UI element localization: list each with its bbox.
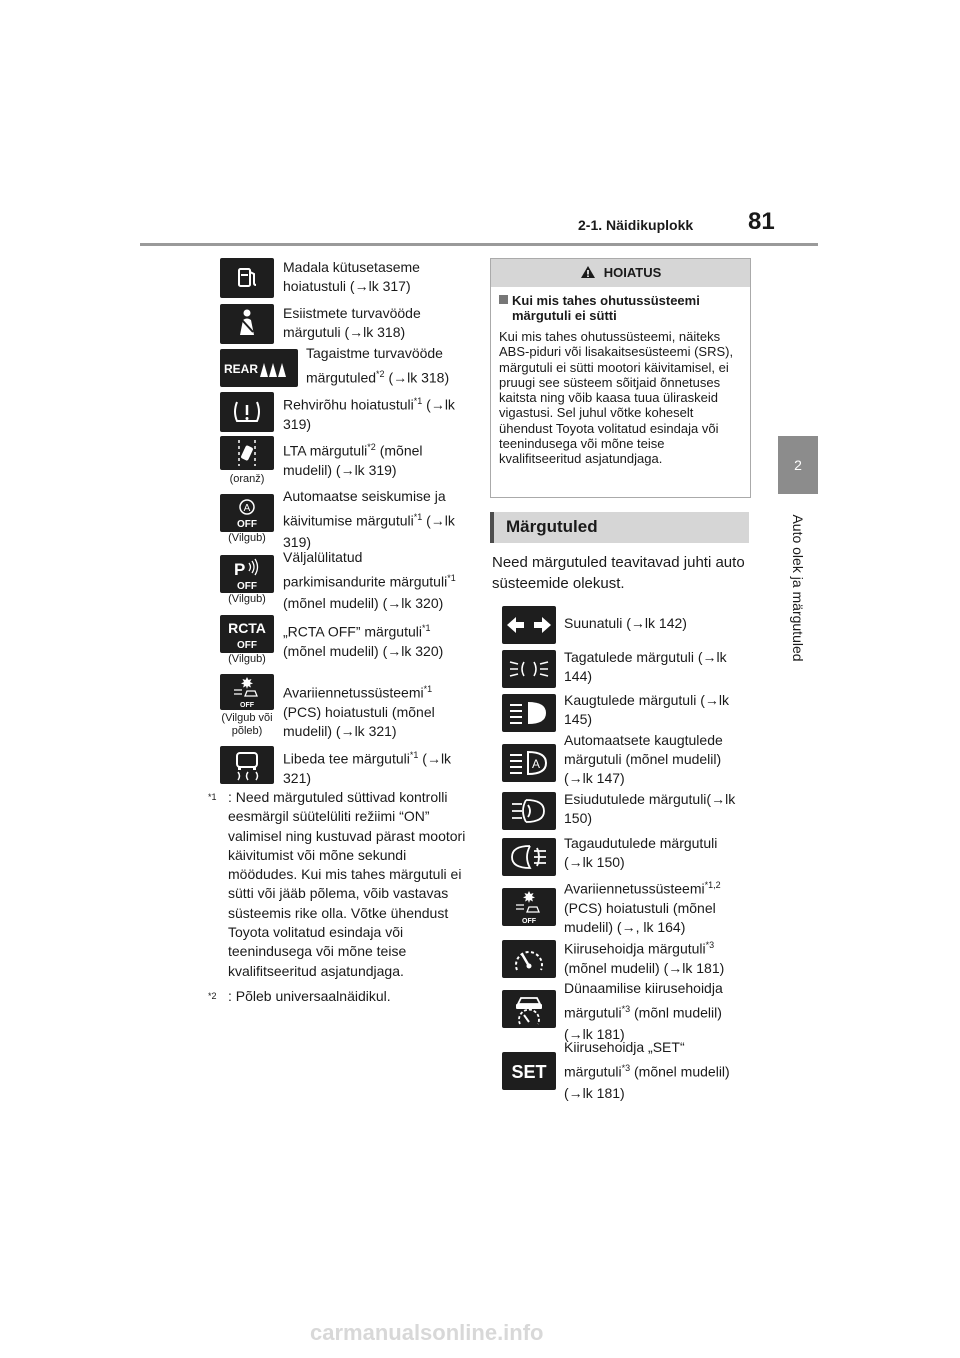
dynamic-cruise-icon [502, 990, 556, 1028]
left-light-caption-6: (Vilgub) [228, 593, 266, 605]
warning-header [491, 259, 750, 287]
right-light-text-8-ref: (mõnl mudelil) (→lk 181) [564, 1004, 722, 1042]
left-light-text-2-ref: (→lk 318) [384, 369, 450, 386]
left-light-text-4 [283, 438, 463, 480]
footnote-marker: *3 [621, 1004, 631, 1014]
chapter-side-label-text: Auto olek ja märgutuled [790, 514, 806, 662]
section-title: 2-1. Näidikuplokk [578, 217, 694, 233]
left-light-caption-7: (Vilgub) [228, 653, 266, 665]
chapter-side-label [777, 508, 819, 668]
left-light-text-9-main: Libeda tee märgutuli [283, 750, 410, 767]
footnote-marker: *1 [423, 684, 433, 694]
warning-box [490, 258, 751, 498]
left-light-text-3 [283, 392, 463, 434]
right-light-text-7-ref: (mõnel mudelil) (→lk 181) [564, 959, 725, 976]
rear-seatbelt-icon [220, 349, 298, 387]
right-light-text-6 [564, 876, 744, 937]
left-light-text-5-main: Automaatse seiskumise ja käivitumise märgutuli [283, 488, 446, 529]
left-light-text-3-main: Rehvirõhu hoiatustuli [283, 396, 414, 413]
left-light-text-8-main: Avariiennetussüsteemi [283, 684, 424, 701]
auto-high-beam-icon [502, 744, 556, 782]
left-light-text-0: Madala kütusetaseme hoiatustuli (→lk 317) [283, 259, 420, 294]
left-light-text-5 [283, 486, 463, 553]
svg-text:A: A [243, 503, 251, 514]
turn-signal-icon [502, 606, 556, 644]
warning-subtitle [491, 287, 750, 323]
left-light-text-3-ref: (→lk 319) [283, 396, 455, 432]
tire-pressure-icon [220, 392, 274, 432]
footnote-2-text: : Põleb universaalnäidikul. [228, 987, 391, 1004]
pcs-off-icon [502, 888, 556, 926]
watermark: carmanualsonline.info [310, 1320, 544, 1345]
left-light-text-6-main: Väljalülitatud parkimisandurite märgutuli [283, 549, 448, 590]
right-light-text-2: Kaugtulede märgutuli (→lk 145) [564, 692, 729, 727]
footnote-marker: *1 [447, 573, 456, 583]
left-light-text-9 [283, 746, 463, 788]
svg-text:A: A [531, 757, 541, 771]
right-light-text-7 [564, 936, 744, 978]
right-light-text-5: Tagaudutulede märgutuli (→lk 150) [564, 835, 718, 870]
left-light-text-7 [283, 619, 463, 661]
right-light-text-9-ref: (mõnel mudelil) (→lk 181) [564, 1063, 730, 1101]
footnote-1 [208, 788, 470, 981]
left-light-text-4-ref: (mõnel mudelil) (→lk 319) [283, 442, 423, 478]
footnote-1-marker: *1 [208, 792, 217, 802]
footnote-marker: *2 [367, 442, 376, 452]
svg-text:OFF: OFF [237, 581, 257, 592]
right-light-text-8-main: Dünaamilise kiirusehoidja märgutuli [564, 980, 723, 1021]
footnote-marker: *3 [621, 1063, 631, 1073]
left-light-text-6 [283, 547, 463, 614]
right-light-text-1: Tagatulede märgutuli (→lk 144) [564, 649, 727, 684]
left-light-text-6-ref: (mõnel mudelil) (→lk 320) [283, 594, 444, 611]
left-light-text-1: Esiistmete turvavööde märgutuli (→lk 318) [283, 305, 421, 340]
left-light-text-7-main: „RCTA OFF” märgutuli [283, 623, 422, 640]
footnote-marker: *1 [421, 623, 431, 633]
right-light-text-6-main: Avariiennetussüsteemi [564, 880, 705, 897]
left-light-text-8-ref: (PCS) hoiatustuli (mõnel mudelil) (→lk 321) [283, 703, 435, 739]
footnote-2 [208, 987, 470, 1006]
rear-fog-icon [502, 838, 556, 876]
footnote-marker: *1,2 [704, 880, 721, 890]
footnote-marker: *1 [409, 750, 419, 760]
tail-light-icon [502, 650, 556, 688]
footnote-marker: *2 [376, 369, 385, 379]
seatbelt-driver-icon [220, 304, 274, 344]
footnote-2-marker: *2 [208, 990, 217, 1001]
svg-text:RCTA: RCTA [228, 620, 266, 636]
page-number: 81 [748, 208, 775, 235]
cruise-set-icon [502, 1052, 556, 1090]
footnote-marker: *1 [413, 396, 423, 406]
rcta-off-icon [220, 615, 274, 653]
right-light-text-7-main: Kiirusehoidja märgutuli [564, 940, 706, 957]
svg-text:OFF: OFF [237, 640, 257, 651]
pcs-off-icon [220, 674, 274, 710]
warning-subtitle-text: Kui mis tahes ohutussüsteemi märgutuli ei sütti [512, 293, 700, 323]
high-beam-icon [502, 694, 556, 732]
left-light-text-9-ref: (→lk 321) [283, 750, 452, 786]
lane-trace-icon [220, 436, 274, 470]
warning-body: Kui mis tahes ohutussüsteemi, näiteks ABS-piduri või lisakaitsesüsteemi (SRS), märgutuli ei sütti mootori käivitamisel, ei pruugi see süsteem sõitjaid õnnetuses kaitsta ning võib kaasa tuua üliraskeid vigastusi. Sel juhul võtke koheselt ühendust Toyota volitatud esindaja või teenindusega või mõne teise kvalifitseeritud asjatundjaga. [499, 329, 734, 467]
left-light-text-2 [306, 343, 466, 389]
right-light-text-8 [564, 978, 744, 1045]
svg-text:OFF: OFF [522, 918, 536, 925]
left-light-caption-4: (oranž) [229, 473, 265, 485]
parking-sensor-off-icon [220, 555, 274, 593]
right-light-text-6-ref: (PCS) hoiatustuli (mõnel mudelil) (→, lk 164) [564, 899, 716, 935]
stop-start-off-icon [220, 494, 274, 532]
front-fog-icon [502, 792, 556, 830]
footnote-1-text: : Need märgutuled süttivad kontrolli eesmärgil süütelüliti režiimi “ON” valimisel ning kustuvad pärast mootori käivitumist või mõne sekundi möödudes. Kui mis tahes märgutuli ei sütti või jääb põlema, võib vastavas süsteemis rike olla. Võtke ühendust Toyota volitatud esindaja või teenindusega või mõne teise kvalifitseeritud asjatundjaga. [228, 789, 466, 979]
right-light-text-4: Esiudutulede märgutuli(→lk 150) [564, 791, 736, 826]
right-light-text-0: Suunatuli (→lk 142) [564, 615, 687, 631]
footnote-marker: *1 [413, 512, 423, 522]
svg-text:SET: SET [511, 1062, 547, 1082]
section-heading-text: Märgutuled [506, 517, 598, 536]
svg-text:REAR: REAR [224, 362, 259, 376]
left-light-text-5-ref: (→lk 319) [283, 512, 455, 550]
chapter-tab[interactable]: 2 [778, 436, 818, 494]
header-divider [140, 243, 818, 246]
svg-text:P: P [234, 560, 246, 579]
right-light-text-9-main: Kiirusehoidja „SET“ märgutuli [564, 1039, 685, 1080]
footnotes [208, 788, 470, 1012]
cruise-control-icon [502, 940, 556, 978]
left-light-text-4-main: LTA märgutuli [283, 442, 368, 459]
left-light-text-2-main: Tagaistme turvavööde märgutuled [306, 345, 443, 386]
left-light-text-8 [283, 680, 463, 741]
fuel-pump-icon [220, 258, 274, 298]
footnote-marker: *3 [705, 940, 715, 950]
left-light-caption-5: (Vilgub) [228, 532, 266, 544]
svg-text:OFF: OFF [237, 519, 257, 530]
section-intro: Need märgutuled teavitavad juhti auto süsteemide olekust. [492, 554, 745, 592]
svg-text:OFF: OFF [240, 702, 254, 709]
bullet-square-icon [499, 295, 508, 304]
left-light-caption-8: (Vilgub või põleb) [221, 712, 273, 737]
warning-title: HOIATUS [603, 265, 662, 280]
left-light-text-7-ref: (mõnel mudelil) (→lk 320) [283, 642, 444, 659]
slippery-road-icon [220, 746, 274, 784]
warning-triangle-icon [580, 265, 596, 279]
right-light-text-3: Automaatsete kaugtulede märgutuli (mõnel mudelil)(→lk 147) [564, 732, 723, 786]
section-heading [490, 512, 749, 543]
right-light-text-9 [564, 1037, 744, 1104]
